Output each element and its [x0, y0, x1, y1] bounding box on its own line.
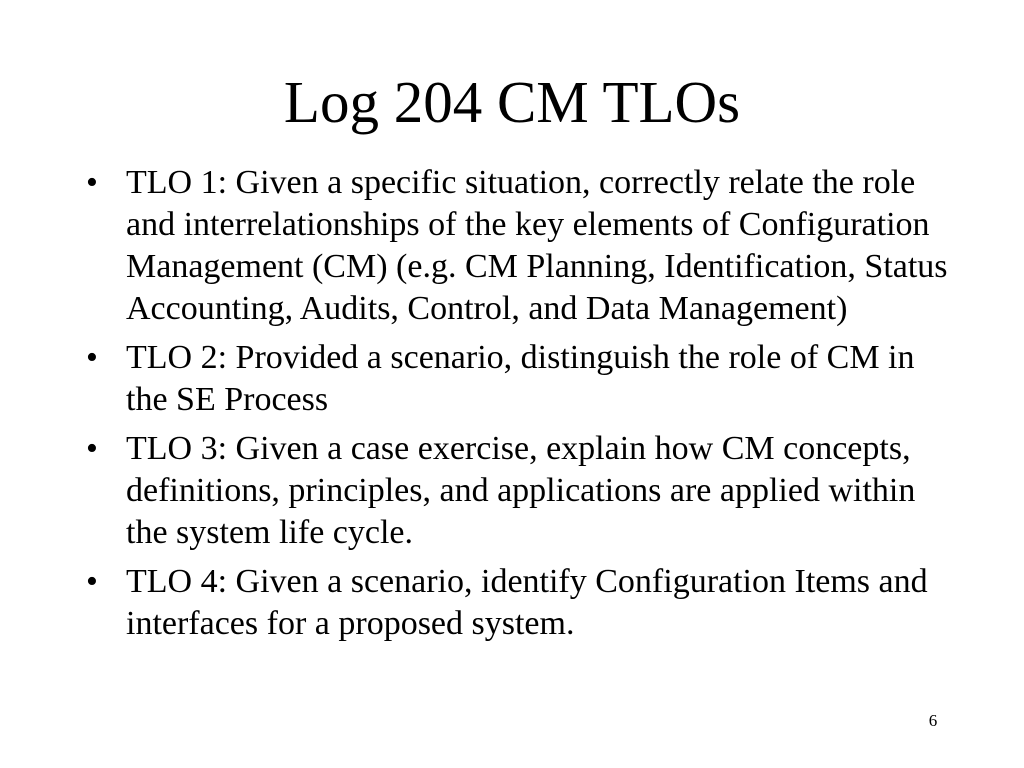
slide-title: Log 204 CM TLOs [283, 69, 741, 135]
bullet-item-tlo-4 [86, 561, 956, 645]
bullet-list [86, 162, 956, 652]
bullet-dot-icon: • [86, 164, 98, 201]
bullet-text: TLO 2: Provided a scenario, distinguish the role of CM in the SE Process [126, 339, 915, 418]
page-number: 6 [928, 711, 938, 730]
bullet-text: TLO 1: Given a specific situation, correctly relate the role and interrelationships of the key elements of Configuration Management (CM) (e.g. CM Planning, Identification, Status Accounting, Audits, Control, and Data Management) [126, 164, 948, 327]
bullet-item-tlo-1 [86, 162, 956, 330]
bullet-dot-icon: • [86, 430, 98, 467]
bullet-text: TLO 4: Given a scenario, identify Configuration Items and interfaces for a proposed system. [126, 563, 928, 642]
bullet-text: TLO 3: Given a case exercise, explain how CM concepts, definitions, principles, and applications are applied within the system life cycle. [126, 430, 916, 551]
bullet-item-tlo-3 [86, 428, 956, 554]
bullet-dot-icon: • [86, 339, 98, 376]
bullet-dot-icon: • [86, 563, 98, 600]
bullet-item-tlo-2 [86, 337, 956, 421]
